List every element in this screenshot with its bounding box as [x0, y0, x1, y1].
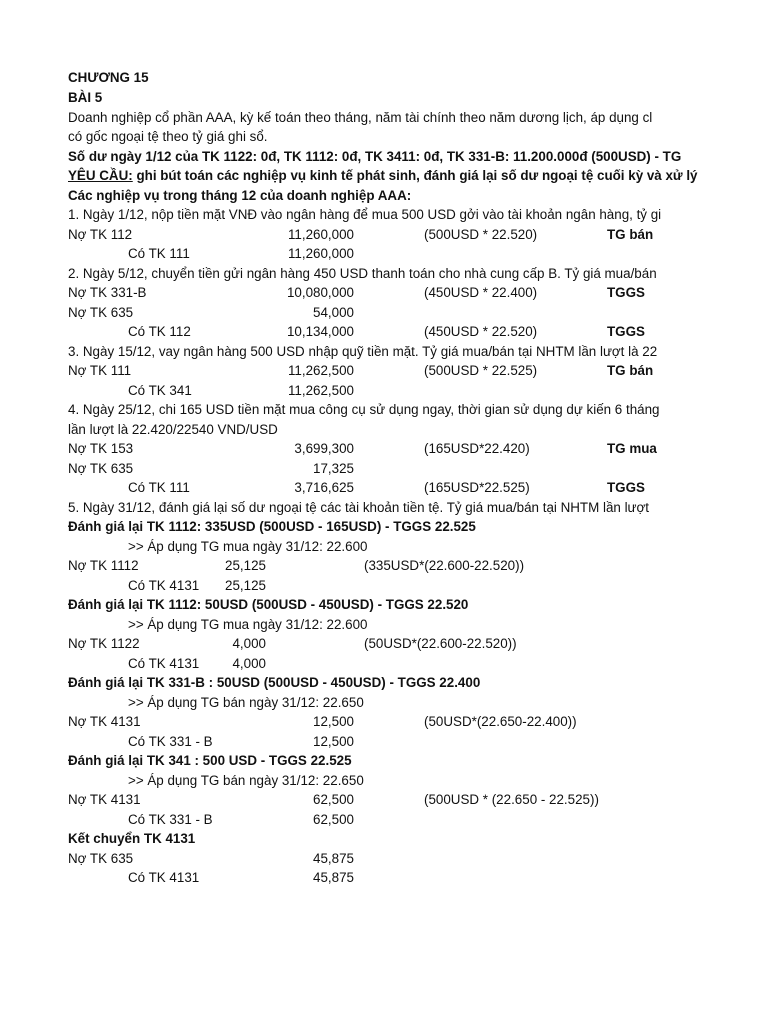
- entry-account: Có TK 4131: [128, 655, 200, 671]
- journal-entry: [0, 322, 768, 342]
- entry-note: (500USD * (22.650 - 22.525)): [424, 792, 599, 807]
- journal-entry: [0, 634, 768, 654]
- rate-applied: [0, 771, 768, 791]
- rate-tag: TG bán: [607, 226, 654, 242]
- entry-amount: 25,125: [225, 558, 266, 573]
- journal-entry: [0, 712, 768, 732]
- requirement-line: [0, 166, 768, 186]
- entry-amount: 12,500: [313, 714, 354, 729]
- entry-amount: 4,000: [232, 636, 266, 651]
- closing-title: Kết chuyển TK 4131: [68, 831, 196, 846]
- revaluation-title: Đánh giá lại TK 331-B : 50USD (500USD - 450USD) - TGGS 22.400: [68, 675, 481, 690]
- requirement: [68, 166, 698, 186]
- revaluation-title: Đánh giá lại TK 1112: 50USD (500USD - 450USD) - TGGS 22.520: [68, 597, 469, 612]
- entry-amount: 54,000: [313, 304, 354, 320]
- entry-note: (50USD*(22.650-22.400)): [424, 714, 577, 729]
- journal-entry: [0, 732, 768, 752]
- revaluation-title: Đánh giá lại TK 1112: 335USD (500USD - 165USD) - TGGS 22.525: [68, 519, 476, 534]
- entry-account: Nợ TK 4131: [68, 714, 141, 729]
- ops-heading-line: [0, 186, 768, 206]
- entry-account: Có TK 4131: [128, 870, 200, 885]
- journal-entry: [0, 654, 768, 674]
- journal-entry: [0, 303, 768, 323]
- operation-line: [0, 400, 768, 420]
- entry-amount: 3,699,300: [294, 441, 354, 456]
- entry-amount: 45,875: [313, 870, 354, 885]
- operation-text: lần lượt là 22.420/22540 VND/USD: [68, 421, 278, 437]
- entry-account: Có TK 112: [128, 324, 191, 339]
- entry-account: Nợ TK 635: [68, 850, 134, 866]
- lesson-line: [0, 88, 768, 108]
- rate-tag: TG mua: [607, 441, 657, 456]
- entry-account: Nợ TK 4131: [68, 792, 141, 807]
- entry-account: Có TK 331 - B: [128, 811, 213, 827]
- entry-amount: 11,260,000: [287, 226, 354, 242]
- chapter-line: [0, 68, 768, 88]
- entry-account: Có TK 111: [128, 246, 190, 261]
- operation-line: [0, 420, 768, 440]
- closing-heading: [0, 829, 768, 849]
- intro-line: [0, 127, 768, 147]
- entry-note: (50USD*(22.600-22.520)): [364, 636, 517, 651]
- intro-text: Doanh nghiệp cổ phần AAA, kỳ kế toán theo tháng, năm tài chính theo năm dương lịch, áp dụng cl: [68, 109, 653, 125]
- rate-applied: [0, 615, 768, 635]
- entry-amount: 11,262,500: [287, 382, 354, 398]
- entry-amount: 17,325: [313, 460, 354, 476]
- entry-account: Có TK 111: [128, 480, 190, 495]
- intro-line: [0, 108, 768, 128]
- entry-account: Nợ TK 111: [68, 363, 132, 378]
- rate-applied: [0, 537, 768, 557]
- entry-amount: 45,875: [313, 850, 354, 866]
- journal-entry: [0, 810, 768, 830]
- operation-text: 3. Ngày 15/12, vay ngân hàng 500 USD nhập quỹ tiền mặt. Tỷ giá mua/bán tại NHTM lần lượt là 22: [68, 343, 658, 359]
- entry-note: (500USD * 22.520): [424, 226, 538, 242]
- revaluation-heading: [0, 595, 768, 615]
- revaluation-title: Đánh giá lại TK 341 : 500 USD - TGGS 22.525: [68, 753, 352, 768]
- entry-amount: 4,000: [232, 655, 266, 671]
- entry-amount: 3,716,625: [294, 480, 354, 495]
- entry-account: Nợ TK 112: [68, 226, 133, 242]
- operation-line: [0, 342, 768, 362]
- operation-line: [0, 498, 768, 518]
- entry-note: (500USD * 22.525): [424, 363, 538, 378]
- entry-note: (450USD * 22.400): [424, 285, 538, 300]
- revaluation-heading: [0, 751, 768, 771]
- operation-text: 5. Ngày 31/12, đánh giá lại số dư ngoại tệ các tài khoản tiền tệ. Tỷ giá mua/bán tại NHTM lần lượt: [68, 499, 650, 515]
- operation-text: 2. Ngày 5/12, chuyển tiền gửi ngân hàng 450 USD thanh toán cho nhà cung cấp B. Tỷ giá mua/bán: [68, 265, 657, 281]
- operation-text: 1. Ngày 1/12, nộp tiền mặt VNĐ vào ngân hàng để mua 500 USD gởi vào tài khoản ngân hàng, tỷ gi: [68, 207, 662, 222]
- journal-entry: [0, 439, 768, 459]
- entry-amount: 11,262,500: [287, 363, 354, 378]
- entry-note: (165USD*22.420): [424, 441, 530, 456]
- journal-entry: [0, 244, 768, 264]
- journal-entry: [0, 459, 768, 479]
- requirement-text: ghi bút toán các nghiệp vụ kinh tế phát sinh, đánh giá lại số dư ngoại tệ cuối kỳ và xử lý: [132, 168, 698, 183]
- entry-amount: 10,080,000: [286, 285, 354, 300]
- journal-entry: [0, 790, 768, 810]
- entry-amount: 62,500: [313, 811, 354, 827]
- journal-entry: [0, 576, 768, 596]
- operation-text: 4. Ngày 25/12, chi 165 USD tiền mặt mua công cụ sử dụng ngay, thời gian sử dụng dự kiến 6 tháng: [68, 402, 660, 417]
- journal-entry: [0, 361, 768, 381]
- journal-entry: [0, 381, 768, 401]
- rate-tag: TG bán: [607, 363, 654, 378]
- entry-amount: 12,500: [313, 733, 354, 749]
- rate-tag: TGGS: [607, 324, 645, 339]
- entry-note: (335USD*(22.600-22.520)): [364, 558, 525, 573]
- entry-account: Nợ TK 1112: [68, 558, 139, 573]
- entry-account: Nợ TK 635: [68, 304, 134, 320]
- entry-account: Nợ TK 153: [68, 441, 134, 456]
- entry-note: (165USD*22.525): [424, 480, 530, 495]
- entry-account: Nợ TK 331-B: [68, 285, 147, 300]
- journal-entry: [0, 283, 768, 303]
- rate-applied-text: >> Áp dụng TG bán ngày 31/12: 22.650: [128, 772, 364, 788]
- operation-line: [0, 264, 768, 284]
- rate-tag: TGGS: [607, 285, 645, 300]
- chapter-title: CHƯƠNG 15: [68, 70, 149, 85]
- revaluation-heading: [0, 673, 768, 693]
- rate-applied-text: >> Áp dụng TG mua ngày 31/12: 22.600: [128, 616, 368, 632]
- intro-text: có gốc ngoại tệ theo tỷ giá ghi sổ.: [68, 129, 268, 144]
- ops-heading: Các nghiệp vụ trong tháng 12 của doanh nghiệp AAA:: [68, 187, 412, 203]
- lesson-title: BÀI 5: [68, 90, 103, 105]
- rate-applied: [0, 693, 768, 713]
- entry-account: Nợ TK 635: [68, 460, 134, 476]
- rate-tag: TGGS: [607, 480, 645, 495]
- rate-applied-text: >> Áp dụng TG bán ngày 31/12: 22.650: [128, 694, 364, 710]
- requirement-label: YÊU CẦU:: [68, 168, 133, 183]
- journal-entry: [0, 225, 768, 245]
- entry-amount: 25,125: [225, 577, 266, 593]
- revaluation-heading: [0, 517, 768, 537]
- entry-amount: 10,134,000: [286, 324, 354, 339]
- rate-applied-text: >> Áp dụng TG mua ngày 31/12: 22.600: [128, 538, 368, 554]
- operation-line: [0, 205, 768, 225]
- journal-entry: [0, 849, 768, 869]
- entry-account: Có TK 331 - B: [128, 733, 213, 749]
- journal-entry: [0, 868, 768, 888]
- entry-account: Có TK 4131: [128, 577, 200, 593]
- entry-account: Có TK 341: [128, 382, 192, 398]
- entry-account: Nợ TK 1122: [68, 636, 140, 651]
- balance-line: [0, 147, 768, 167]
- entry-amount: 62,500: [313, 792, 354, 807]
- entry-note: (450USD * 22.520): [424, 324, 538, 339]
- journal-entry: [0, 478, 768, 498]
- opening-balance: Số dư ngày 1/12 của TK 1122: 0đ, TK 1112: 0đ, TK 3411: 0đ, TK 331-B: 11.200.000đ (500USD) - TG: [68, 148, 682, 164]
- journal-entry: [0, 556, 768, 576]
- entry-amount: 11,260,000: [287, 246, 354, 261]
